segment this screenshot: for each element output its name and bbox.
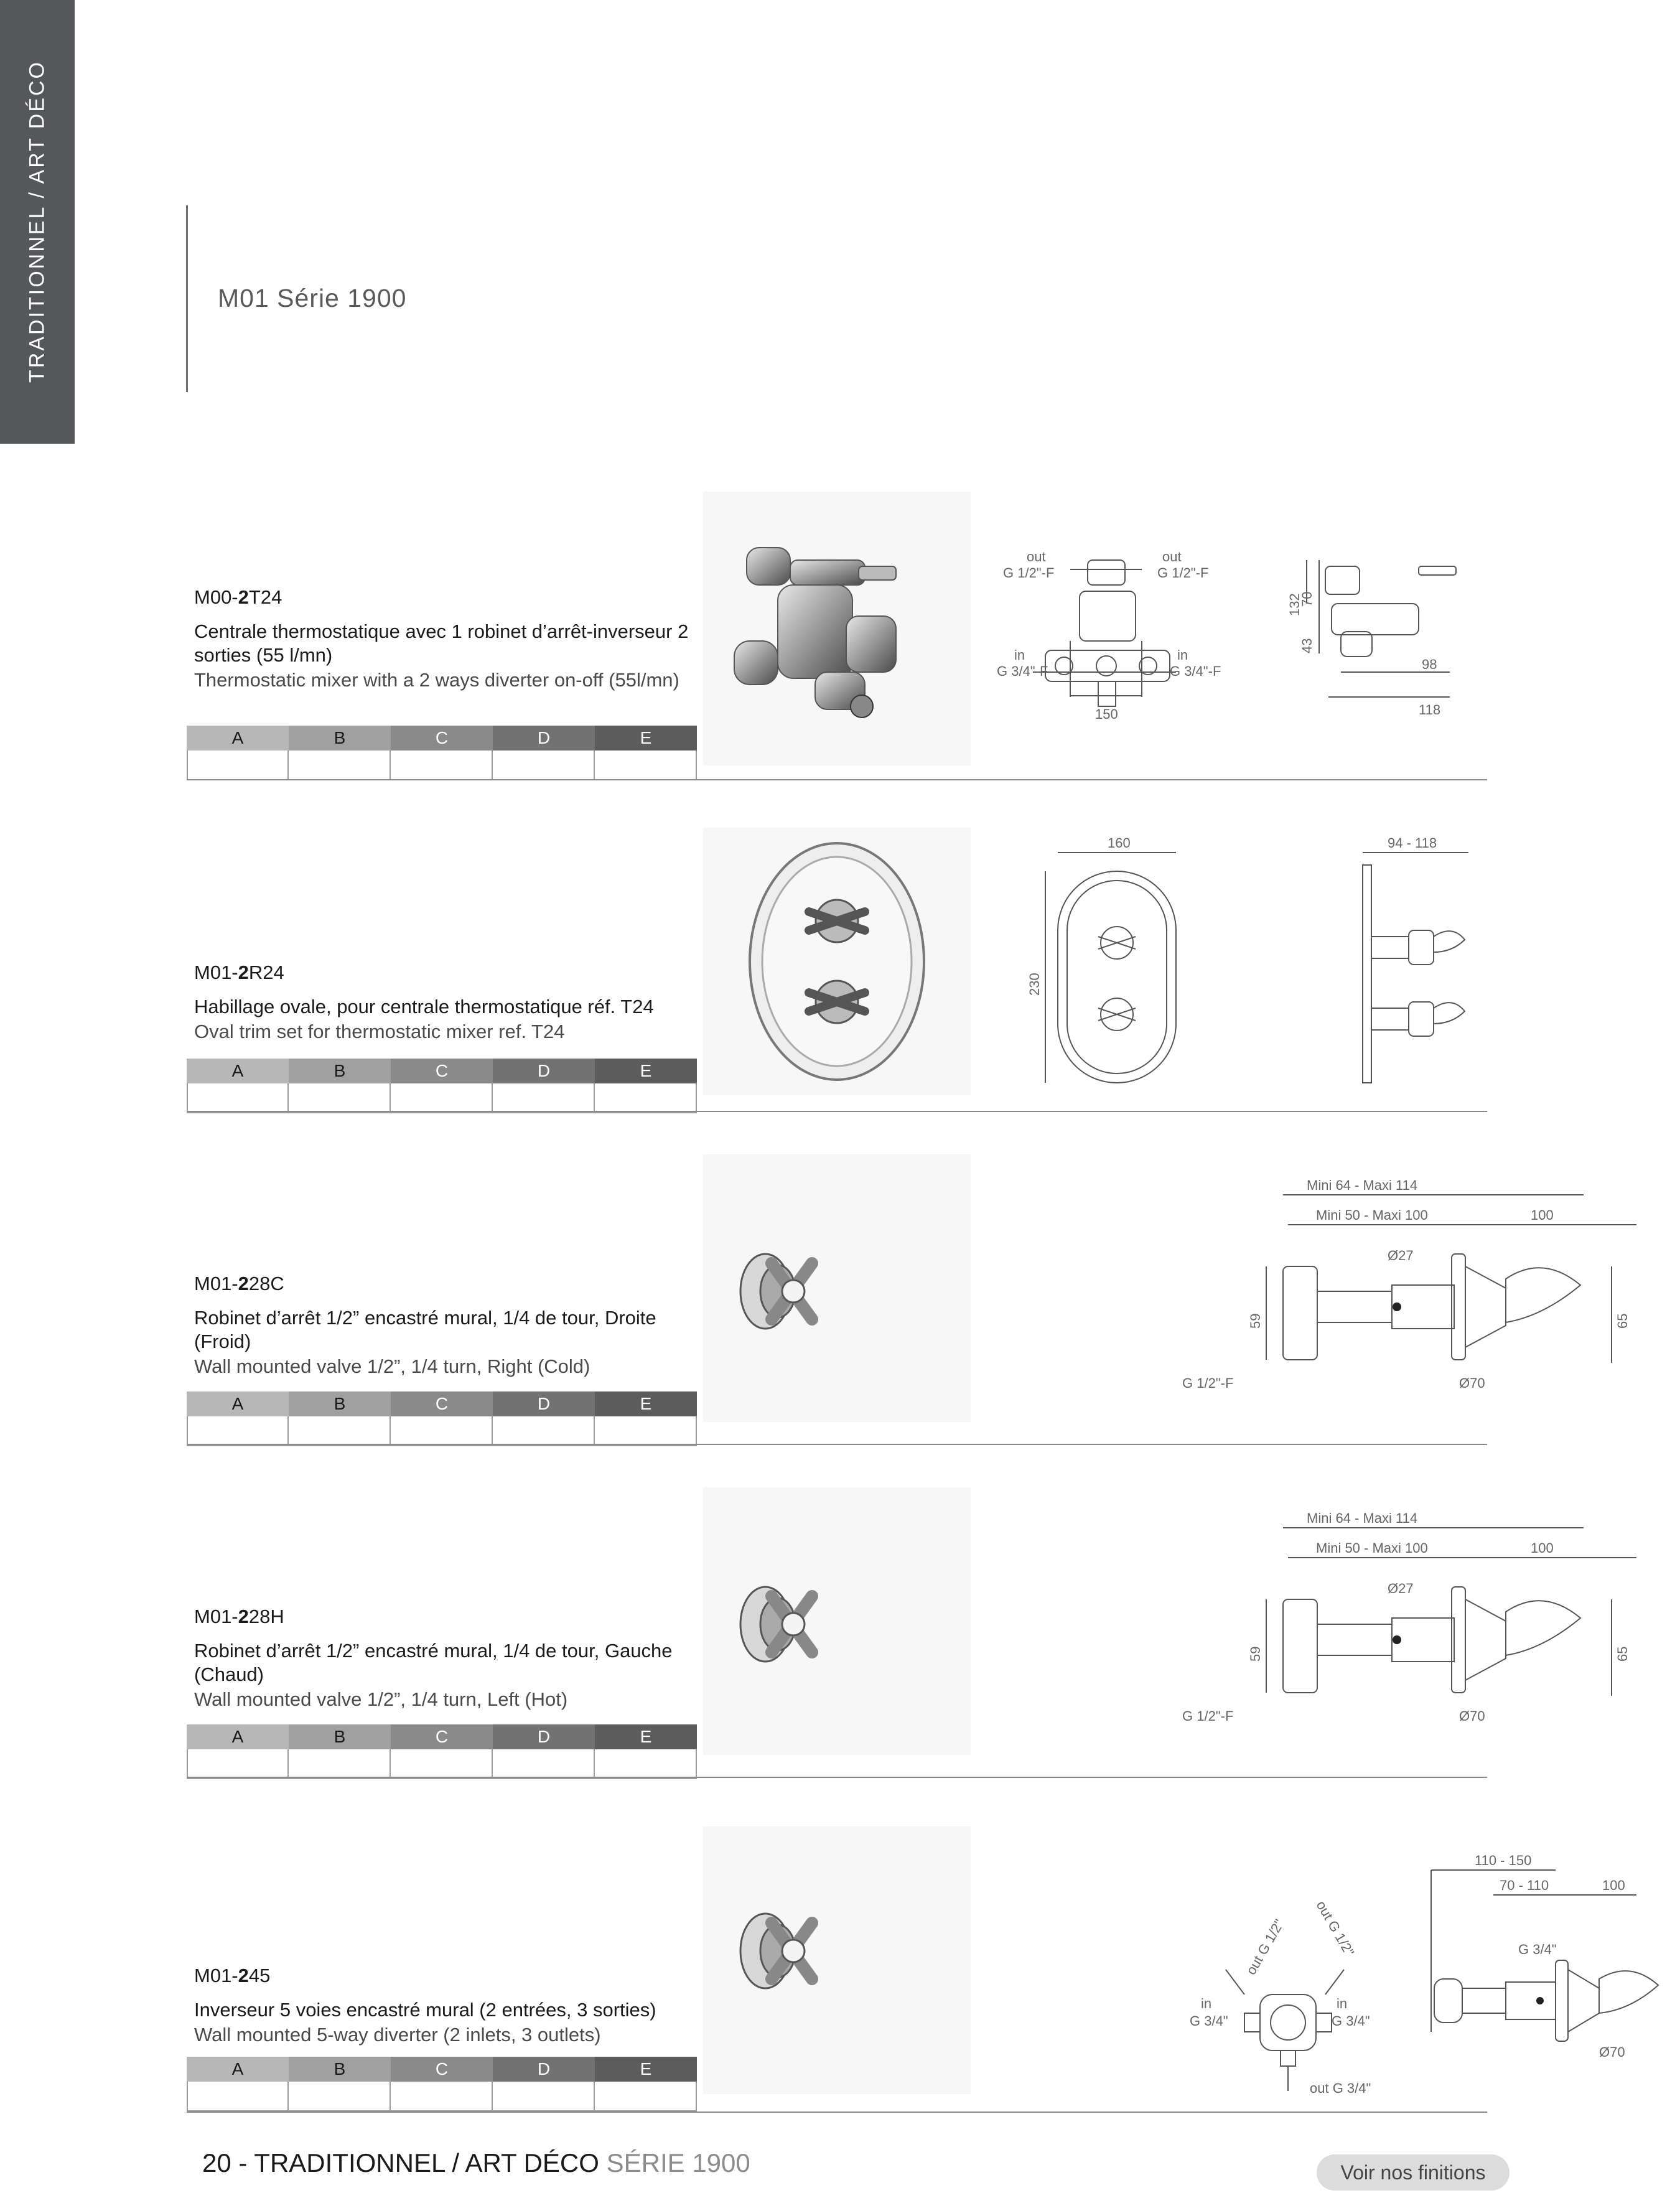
finish-cell-c: C [391, 1059, 493, 1113]
finish-cell-e: E [595, 726, 697, 780]
svg-text:110 - 150: 110 - 150 [1475, 1853, 1532, 1868]
finish-cell-a: A [187, 2057, 289, 2111]
svg-text:G 1/2"-F: G 1/2"-F [1157, 565, 1209, 581]
svg-text:G 3/4": G 3/4" [1190, 2013, 1228, 2029]
finish-cell-a: A [187, 1724, 289, 1779]
svg-text:out G 1/2": out G 1/2" [1243, 1916, 1287, 1978]
finish-cell-b: B [289, 1391, 391, 1446]
svg-text:out G 1/2": out G 1/2" [1313, 1898, 1358, 1959]
finish-cell-a: A [187, 1059, 289, 1113]
technical-drawing-side [1325, 834, 1481, 1095]
svg-text:230: 230 [1027, 973, 1042, 996]
technical-drawing-side [1182, 1173, 1674, 1422]
product-text [194, 961, 692, 1044]
svg-text:out: out [1162, 549, 1182, 564]
product-description-fr: Inverseur 5 voies encastré mural (2 entrées, 3 sorties) [194, 1999, 656, 2021]
product-description-en: Thermostatic mixer with a 2 ways diverter on-off (55l/mn) [194, 669, 679, 691]
finish-cell-e: E [595, 1724, 697, 1779]
footer-page-label: 20 - TRADITIONNEL / ART DÉCO [202, 2148, 599, 2177]
svg-text:G 3/4": G 3/4" [1518, 1942, 1557, 1957]
finish-cell-b: B [289, 726, 391, 780]
svg-text:65: 65 [1615, 1313, 1630, 1329]
sidebar-label: TRADITIONNEL / ART DÉCO [25, 60, 49, 383]
svg-text:G 1/2"-F: G 1/2"-F [1182, 1708, 1234, 1724]
svg-text:70: 70 [1299, 591, 1315, 607]
svg-text:Mini 64 - Maxi 114: Mini 64 - Maxi 114 [1307, 1510, 1418, 1526]
svg-text:Ø70: Ø70 [1599, 2044, 1625, 2060]
product-description-fr: Robinet d’arrêt 1/2” encastré mural, 1/4 de tour, Gauche (Chaud) [194, 1640, 673, 1685]
product-description-fr: Habillage ovale, pour centrale thermostatique réf. T24 [194, 996, 654, 1017]
footer-series-label: SÉRIE 1900 [606, 2148, 750, 2177]
finish-table [187, 1059, 697, 1113]
product-photo [703, 1826, 971, 2094]
svg-text:94 - 118: 94 - 118 [1388, 835, 1437, 851]
svg-text:100: 100 [1531, 1207, 1554, 1223]
product-block [187, 1820, 1625, 2116]
finish-cell-e: E [595, 1059, 697, 1113]
product-text [194, 1273, 692, 1378]
product-code: M01-2R24 [194, 961, 284, 983]
product-code: M01-228C [194, 1273, 284, 1294]
svg-text:70 - 110: 70 - 110 [1500, 1878, 1549, 1893]
svg-text:in: in [1337, 1996, 1348, 2011]
svg-text:out: out [1027, 549, 1046, 564]
svg-text:Mini 50 - Maxi 100: Mini 50 - Maxi 100 [1316, 1207, 1428, 1223]
svg-text:150: 150 [1095, 706, 1118, 722]
product-description-en: Wall mounted 5-way diverter (2 inlets, 3 outlets) [194, 2024, 601, 2046]
thermostatic-mixer-image [703, 492, 971, 765]
svg-text:out G 3/4": out G 3/4" [1310, 2080, 1371, 2096]
technical-drawing-front [989, 549, 1226, 741]
finish-cell-c: C [391, 2057, 493, 2111]
diverter-image [703, 1826, 971, 2094]
finish-table [187, 2057, 697, 2111]
finish-cell-c: C [391, 726, 493, 780]
oval-trim-image [703, 828, 971, 1095]
svg-text:100: 100 [1531, 1540, 1554, 1556]
svg-text:in: in [1014, 647, 1025, 663]
finish-table [187, 726, 697, 780]
series-divider [186, 205, 188, 392]
finish-cell-d: D [493, 1391, 595, 1446]
finish-cell-c: C [391, 1391, 493, 1446]
svg-text:G 1/2"-F: G 1/2"-F [1182, 1375, 1234, 1391]
product-photo [703, 1154, 971, 1422]
finish-cell-d: D [493, 1724, 595, 1779]
technical-drawing-side [1431, 1845, 1680, 2107]
product-text [194, 586, 692, 692]
finish-cell-e: E [595, 2057, 697, 2111]
svg-text:G 3/4"-F: G 3/4"-F [1170, 663, 1221, 679]
svg-text:G 3/4"-F: G 3/4"-F [997, 663, 1048, 679]
svg-text:43: 43 [1299, 638, 1315, 653]
technical-drawing-side [1182, 1506, 1674, 1755]
product-description-en: Wall mounted valve 1/2”, 1/4 turn, Right (Cold) [194, 1355, 590, 1377]
technical-drawing-front [1182, 1845, 1431, 2107]
svg-text:Ø70: Ø70 [1459, 1375, 1485, 1391]
svg-text:in: in [1177, 647, 1188, 663]
finish-cell-c: C [391, 1724, 493, 1779]
product-text [194, 1606, 692, 1711]
svg-text:160: 160 [1108, 835, 1131, 851]
finish-cell-a: A [187, 1391, 289, 1446]
technical-drawing-side [1232, 554, 1481, 741]
product-description-fr: Centrale thermostatique avec 1 robinet d’arrêt-inverseur 2 sorties (55 l/mn) [194, 620, 689, 666]
product-code: M01-228H [194, 1606, 284, 1627]
product-description-en: Oval trim set for thermostatic mixer ref. T24 [194, 1021, 565, 1042]
finish-cell-d: D [493, 1059, 595, 1113]
voir-finitions-button[interactable]: Voir nos finitions [1317, 2154, 1510, 2191]
wall-valve-image [703, 1154, 971, 1422]
product-description-fr: Robinet d’arrêt 1/2” encastré mural, 1/4 de tour, Droite (Froid) [194, 1307, 656, 1352]
svg-text:118: 118 [1419, 702, 1441, 718]
product-text [194, 1965, 692, 2047]
svg-text:in: in [1201, 1996, 1212, 2011]
svg-text:G 3/4": G 3/4" [1332, 2013, 1370, 2029]
product-code: M01-245 [194, 1965, 271, 1986]
svg-text:98: 98 [1422, 657, 1437, 672]
finish-cell-d: D [493, 2057, 595, 2111]
series-title: M01 Série 1900 [218, 284, 407, 312]
product-photo [703, 1487, 971, 1755]
product-block [187, 821, 1487, 1114]
svg-text:59: 59 [1248, 1646, 1263, 1662]
svg-text:Mini 50 - Maxi 100: Mini 50 - Maxi 100 [1316, 1540, 1428, 1556]
finish-cell-e: E [595, 1391, 697, 1446]
product-photo [703, 828, 971, 1095]
svg-text:59: 59 [1248, 1313, 1263, 1329]
svg-text:65: 65 [1615, 1646, 1630, 1662]
product-code: M00-2T24 [194, 586, 282, 608]
finish-table [187, 1724, 697, 1779]
product-photo [703, 492, 971, 765]
svg-text:Ø70: Ø70 [1459, 1708, 1485, 1724]
finish-table [187, 1391, 697, 1446]
product-block [187, 492, 1487, 784]
page-footer [202, 2148, 750, 2178]
svg-text:Mini 64 - Maxi 114: Mini 64 - Maxi 114 [1307, 1177, 1418, 1193]
finish-cell-d: D [493, 726, 595, 780]
finish-cell-b: B [289, 2057, 391, 2111]
product-block [187, 1487, 1630, 1780]
wall-valve-image [703, 1487, 971, 1755]
product-description-en: Wall mounted valve 1/2”, 1/4 turn, Left (Hot) [194, 1688, 568, 1710]
finish-cell-b: B [289, 1724, 391, 1779]
finish-cell-a: A [187, 726, 289, 780]
svg-text:132: 132 [1287, 593, 1302, 616]
svg-text:100: 100 [1602, 1878, 1625, 1893]
svg-text:Ø27: Ø27 [1388, 1581, 1414, 1596]
technical-drawing-front [1020, 834, 1226, 1095]
sidebar-tab [0, 0, 75, 444]
product-block [187, 1154, 1630, 1447]
svg-text:Ø27: Ø27 [1388, 1248, 1414, 1263]
svg-text:G 1/2"-F: G 1/2"-F [1003, 565, 1055, 581]
finish-cell-b: B [289, 1059, 391, 1113]
